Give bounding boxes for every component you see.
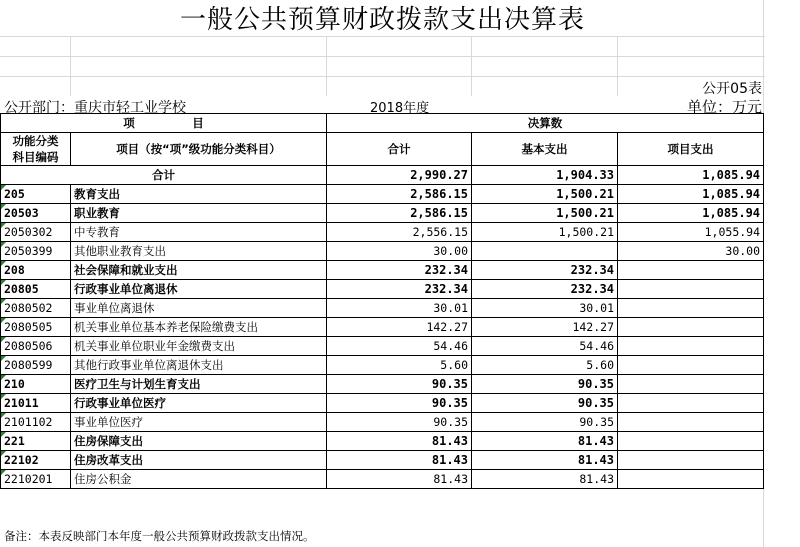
- row-project: [618, 318, 764, 337]
- total-value: 2,990.27: [327, 166, 472, 185]
- row-code: 20503: [1, 204, 71, 223]
- row-code: 2080502: [1, 299, 71, 318]
- table-row: [1, 261, 764, 280]
- table-row: [1, 413, 764, 432]
- table-row: [1, 280, 764, 299]
- total-basic: 1,904.33: [472, 166, 618, 185]
- table-row: [1, 318, 764, 337]
- cell-warning-marker: [1, 394, 6, 399]
- row-code: 2050302: [1, 223, 71, 242]
- row-code: 210: [1, 375, 71, 394]
- row-code: 2080599: [1, 356, 71, 375]
- fiscal-year: 2018年度: [370, 101, 430, 116]
- cell-warning-marker: [1, 375, 6, 380]
- row-project: [618, 413, 764, 432]
- row-total: 54.46: [327, 337, 472, 356]
- grid-line: [0, 76, 765, 77]
- row-total: 232.34: [327, 280, 472, 299]
- row-name: 机关事业单位职业年金缴费支出: [71, 337, 327, 356]
- row-name: 中专教育: [71, 223, 327, 242]
- grid-line: [0, 56, 765, 57]
- row-code: 2210201: [1, 470, 71, 489]
- row-total: 2,556.15: [327, 223, 472, 242]
- row-project: 1,085.94: [618, 204, 764, 223]
- row-code: 21011: [1, 394, 71, 413]
- cell-warning-marker: [1, 318, 6, 323]
- row-project: [618, 394, 764, 413]
- row-project: 1,055.94: [618, 223, 764, 242]
- cell-warning-marker: [1, 185, 6, 190]
- table-row: [1, 394, 764, 413]
- row-name: 医疗卫生与计划生育支出: [71, 375, 327, 394]
- grid-line: [70, 36, 71, 96]
- row-project: 1,085.94: [618, 185, 764, 204]
- row-project: [618, 280, 764, 299]
- cell-warning-marker: [1, 242, 6, 247]
- total-project: 1,085.94: [618, 166, 764, 185]
- row-total: 232.34: [327, 261, 472, 280]
- row-code: 208: [1, 261, 71, 280]
- row-name: 住房保障支出: [71, 432, 327, 451]
- row-basic: 90.35: [472, 394, 618, 413]
- cell-warning-marker: [1, 299, 6, 304]
- row-name: 机关事业单位基本养老保险缴费支出: [71, 318, 327, 337]
- row-total: 30.00: [327, 242, 472, 261]
- row-basic: 1,500.21: [472, 185, 618, 204]
- cell-warning-marker: [1, 204, 6, 209]
- cell-warning-marker: [1, 413, 6, 418]
- row-project: [618, 356, 764, 375]
- row-code: 2050399: [1, 242, 71, 261]
- row-code: 221: [1, 432, 71, 451]
- cell-warning-marker: [1, 337, 6, 342]
- row-basic: 81.43: [472, 432, 618, 451]
- row-basic: 81.43: [472, 470, 618, 489]
- row-basic: 1,500.21: [472, 223, 618, 242]
- grid-line: [326, 36, 327, 96]
- row-project: [618, 432, 764, 451]
- row-basic: 30.01: [472, 299, 618, 318]
- budget-header: 决算数: [327, 114, 764, 133]
- cell-warning-marker: [1, 451, 6, 456]
- footnote: 备注：本表反映部门本年度一般公共预算财政拨款支出情况。: [4, 529, 315, 543]
- row-basic: 1,500.21: [472, 204, 618, 223]
- row-total: 81.43: [327, 432, 472, 451]
- row-name: 行政事业单位离退休: [71, 280, 327, 299]
- table-row: [1, 470, 764, 489]
- department-label: 公开部门：重庆市轻工业学校: [4, 100, 186, 116]
- table-row: [1, 451, 764, 470]
- report-title: 一般公共预算财政拨款支出决算表: [179, 5, 585, 35]
- row-project: [618, 337, 764, 356]
- total-row: [1, 166, 764, 185]
- row-name: 住房公积金: [71, 470, 327, 489]
- table-row: [1, 299, 764, 318]
- grid-line: [617, 36, 618, 96]
- row-code: 20805: [1, 280, 71, 299]
- row-basic: 90.35: [472, 375, 618, 394]
- row-name: 住房改革支出: [71, 451, 327, 470]
- row-total: 2,586.15: [327, 204, 472, 223]
- table-row: [1, 204, 764, 223]
- basic-header: 基本支出: [472, 133, 618, 166]
- row-total: 90.35: [327, 413, 472, 432]
- row-project: 30.00: [618, 242, 764, 261]
- expenditure-table: [0, 113, 764, 489]
- project-header: 项目支出: [618, 133, 764, 166]
- row-code: 2101102: [1, 413, 71, 432]
- grid-line: [471, 36, 472, 96]
- cell-warning-marker: [1, 470, 6, 475]
- table-row: [1, 185, 764, 204]
- code-header: 功能分类 科目编码: [1, 133, 71, 166]
- unit-label: 单位：万元: [686, 98, 762, 116]
- form-number: 公开05表: [702, 81, 762, 97]
- row-name: 职业教育: [71, 204, 327, 223]
- row-total: 81.43: [327, 470, 472, 489]
- row-basic: 54.46: [472, 337, 618, 356]
- row-project: [618, 451, 764, 470]
- row-project: [618, 261, 764, 280]
- cell-warning-marker: [1, 223, 6, 228]
- name-header: 项目（按“项”级功能分类科目）: [71, 133, 327, 166]
- row-total: 142.27: [327, 318, 472, 337]
- row-total: 81.43: [327, 451, 472, 470]
- table-row: [1, 337, 764, 356]
- table-row: [1, 356, 764, 375]
- table-row: [1, 432, 764, 451]
- row-total: 90.35: [327, 375, 472, 394]
- row-total: 90.35: [327, 394, 472, 413]
- item-header: 项 目: [1, 114, 327, 133]
- row-basic: [472, 242, 618, 261]
- row-project: [618, 470, 764, 489]
- table-row: [1, 375, 764, 394]
- row-basic: 142.27: [472, 318, 618, 337]
- row-basic: 5.60: [472, 356, 618, 375]
- cell-warning-marker: [1, 280, 6, 285]
- row-total: 2,586.15: [327, 185, 472, 204]
- cell-warning-marker: [1, 261, 6, 266]
- table-row: [1, 242, 764, 261]
- row-name: 教育支出: [71, 185, 327, 204]
- row-basic: 232.34: [472, 261, 618, 280]
- row-code: 2080505: [1, 318, 71, 337]
- row-name: 事业单位离退休: [71, 299, 327, 318]
- cell-warning-marker: [1, 356, 6, 361]
- row-basic: 90.35: [472, 413, 618, 432]
- total-header: 合计: [327, 133, 472, 166]
- cell-warning-marker: [1, 432, 6, 437]
- total-label: 合计: [1, 166, 327, 185]
- row-code: 2080506: [1, 337, 71, 356]
- row-basic: 81.43: [472, 451, 618, 470]
- row-basic: 232.34: [472, 280, 618, 299]
- row-total: 30.01: [327, 299, 472, 318]
- row-code: 22102: [1, 451, 71, 470]
- row-name: 其他职业教育支出: [71, 242, 327, 261]
- row-name: 社会保障和就业支出: [71, 261, 327, 280]
- row-name: 其他行政事业单位离退休支出: [71, 356, 327, 375]
- row-name: 行政事业单位医疗: [71, 394, 327, 413]
- table-row: [1, 223, 764, 242]
- row-name: 事业单位医疗: [71, 413, 327, 432]
- row-project: [618, 375, 764, 394]
- row-total: 5.60: [327, 356, 472, 375]
- row-code: 205: [1, 185, 71, 204]
- row-project: [618, 299, 764, 318]
